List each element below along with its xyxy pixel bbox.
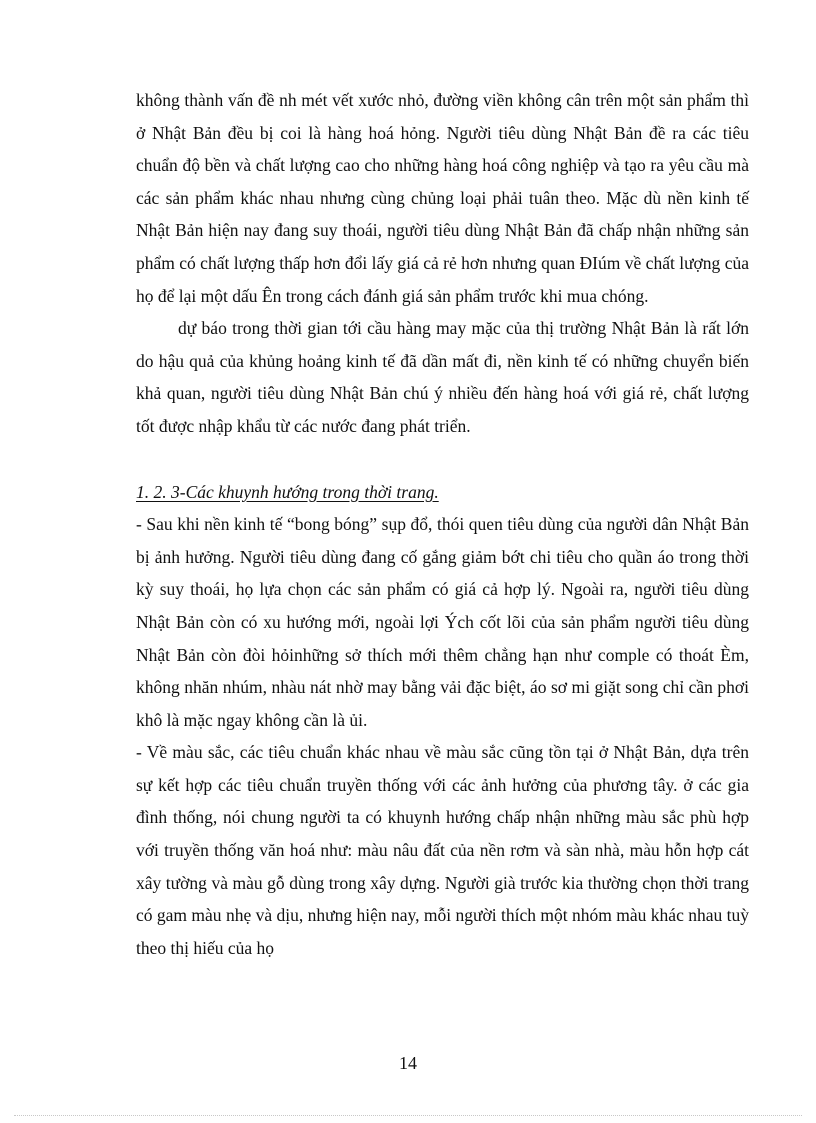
paragraph-color-preferences: - Về màu sắc, các tiêu chuẩn khác nhau về màu sắc cũng tồn tại ở Nhật Bản, dựa trên sự kết hợp các tiêu chuẩn truyền thống với các ảnh hưởng của phương tây. ở các gia đình thống, nói chung người ta có khuynh hướng chấp nhận những màu sắc phù hợp với truyền thống văn hoá như: màu nâu đất của nền rơm và sàn nhà, màu hỗn hợp cát xây tường và màu gỗ dùng trong xây dựng. Người già trước kia thường chọn thời trang có gam màu nhẹ và dịu, nhưng hiện nay, mỗi người thích một nhóm màu khác nhau tuỳ theo thị hiếu của họ <box>136 742 749 958</box>
page-bottom-divider <box>14 1115 802 1116</box>
paragraph-demand-forecast: dự báo trong thời gian tới cầu hàng may mặc của thị trường Nhật Bản là rất lớn do hậu quả của khủng hoảng kinh tế đã dần mất đi, nền kinh tế có những chuyển biến khả quan, người tiêu dùng Nhật Bản chú ý nhiều đến hàng hoá với giá rẻ, chất lượng tốt được nhập khẩu từ các nước đang phát triển. <box>136 318 749 436</box>
section-heading: 1. 2. 3-Các khuynh hướng trong thời trang. <box>136 481 439 502</box>
paragraph-consumer-habits: - Sau khi nền kinh tế “bong bóng” sụp đổ, thói quen tiêu dùng của người dân Nhật Bản bị ảnh hưởng. Người tiêu dùng đang cố gắng giảm bớt chi tiêu cho quần áo trong thời kỳ suy thoái, họ lựa chọn các sản phẩm có giá cả hợp lý. Ngoài ra, người tiêu dùng Nhật Bản còn có xu hướng mới, ngoài lợi Ých cốt lõi của sản phẩm người tiêu dùng Nhật Bản còn đòi hỏinhững sở thích mới thêm chẳng hạn như comple có thoát Èm, không nhăn nhúm, nhàu nát nhờ may bằng vải đặc biệt, áo sơ mi giặt song chỉ cần phơi khô là mặc ngay không cần là ủi. <box>136 514 749 730</box>
paragraph-spacer <box>136 443 749 476</box>
paragraph-quality-standards: không thành vấn đề nh mét vết xước nhỏ, đường viền không cân trên một sản phẩm thì ở Nhật Bản đều bị coi là hàng hoá hỏng. Người tiêu dùng Nhật Bản đề ra các tiêu chuẩn độ bền và chất lượng cao cho những hàng hoá công nghiệp và tạo ra yêu cầu mà các sản phẩm khác nhau nhưng cùng chủng loại phải tuân theo. Mặc dù nền kinh tế Nhật Bản hiện nay đang suy thoái, người tiêu dùng Nhật Bản đã chấp nhận những sản phẩm có chất lượng thấp hơn đổi lấy giá cả rẻ hơn nhưng quan ĐIúm về chất lượng của họ để lại một dấu Ên trong cách đánh giá sản phẩm trước khi mua chóng. <box>136 90 749 306</box>
page-number: 14 <box>399 1053 417 1073</box>
page-body <box>136 84 749 964</box>
